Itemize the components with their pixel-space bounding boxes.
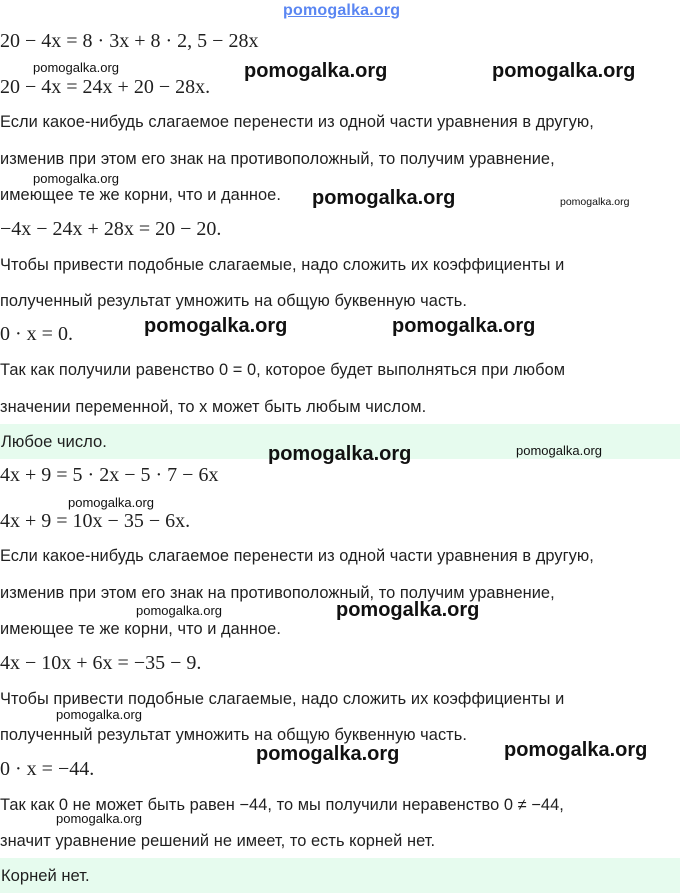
conclusion-text: Так как получили равенство 0 = 0, которое будет выполняться при любом [0,361,566,379]
rule-text: Чтобы привести подобные слагаемые, надо сложить их коэффициенты и [0,690,565,708]
watermark: pomogalka.org [492,60,636,82]
watermark: pomogalka.org [144,315,288,337]
watermark: pomogalka.org [68,495,154,510]
answer-box [0,858,680,893]
watermark: pomogalka.org [504,739,648,761]
watermark: pomogalka.org [392,315,536,337]
watermark: pomogalka.org [33,171,119,186]
watermark: pomogalka.org [516,443,602,458]
watermark: pomogalka.org [560,196,630,208]
conclusion-text: значит уравнение решений не имеет, то есть корней нет. [0,832,436,850]
equation-line: 0 · x = −44. [0,758,95,780]
watermark: pomogalka.org [33,60,119,75]
watermark: pomogalka.org [256,743,400,765]
watermark: pomogalka.org [312,187,456,209]
watermark: pomogalka.org [136,603,222,618]
equation-line: 20 − 4x = 8 · 3x + 8 · 2, 5 − 28x [0,30,259,52]
header-watermark-link[interactable]: pomogalka.org [283,2,401,19]
watermark: pomogalka.org [56,707,142,722]
rule-text: Если какое-нибудь слагаемое перенести из одной части уравнения в другую, [0,113,594,131]
rule-text: полученный результат умножить на общую буквенную часть. [0,726,467,744]
rule-text: полученный результат умножить на общую буквенную часть. [0,292,467,310]
equation-line: 20 − 4x = 24x + 20 − 28x. [0,76,211,98]
watermark: pomogalka.org [336,599,480,621]
equation-line: 4x − 10x + 6x = −35 − 9. [0,652,202,674]
watermark: pomogalka.org [244,60,388,82]
equation-line: 4x + 9 = 10x − 35 − 6x. [0,510,191,532]
rule-text: изменив при этом его знак на противоположный, то получим уравнение, [0,150,555,168]
rule-text: Чтобы привести подобные слагаемые, надо сложить их коэффициенты и [0,256,565,274]
rule-text: изменив при этом его знак на противоположный, то получим уравнение, [0,584,555,602]
rule-text: имеющее те же корни, что и данное. [0,186,281,204]
answer-text: Любое число. [1,432,107,451]
watermark: pomogalka.org [56,811,142,826]
rule-text: имеющее те же корни, что и данное. [0,620,281,638]
equation-line: 4x + 9 = 5 · 2x − 5 · 7 − 6x [0,464,219,486]
answer-text: Корней нет. [1,866,90,885]
conclusion-text: Так как 0 не может быть равен −44, то мы получили неравенство 0 ≠ −44, [0,796,564,814]
conclusion-text: значении переменной, то x может быть любым числом. [0,398,427,416]
equation-line: −4x − 24x + 28x = 20 − 20. [0,218,222,240]
equation-line: 0 · x = 0. [0,323,73,345]
watermark: pomogalka.org [268,443,412,465]
rule-text: Если какое-нибудь слагаемое перенести из одной части уравнения в другую, [0,547,594,565]
